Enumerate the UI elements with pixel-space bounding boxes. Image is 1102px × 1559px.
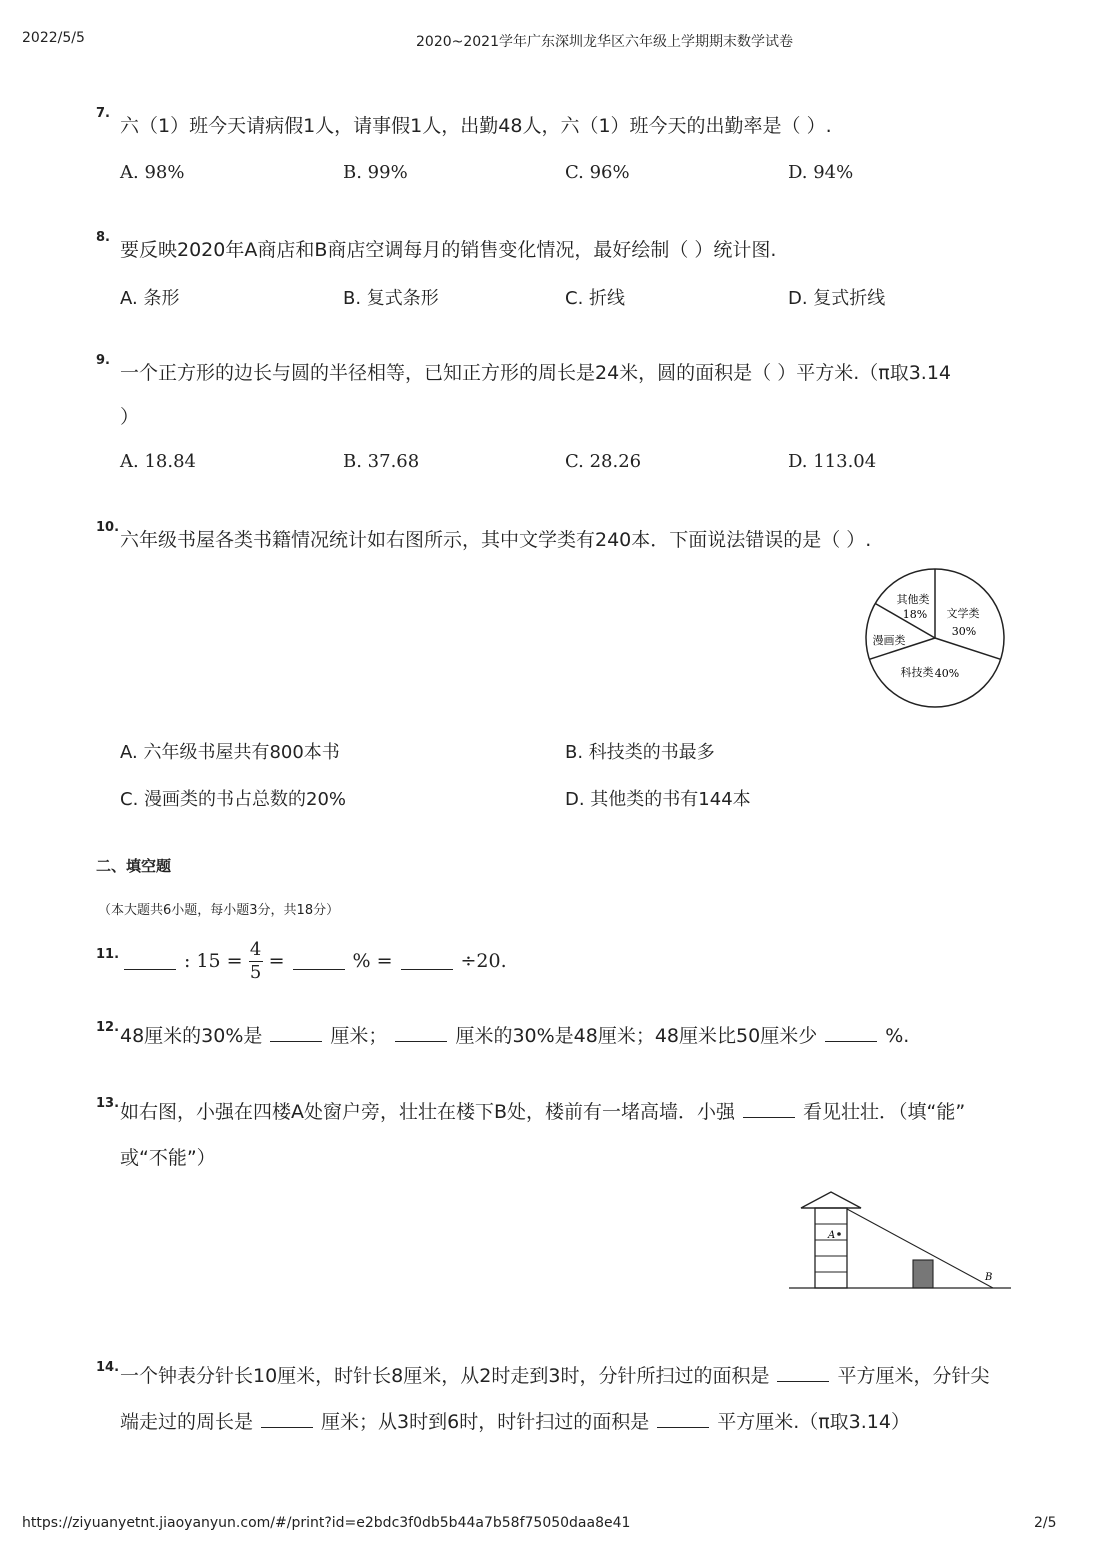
- question-number: 7.: [96, 106, 110, 121]
- label-b: B: [985, 1272, 993, 1283]
- option-d: D. 其他类的书有144本: [565, 789, 751, 810]
- point-a: [837, 1232, 841, 1236]
- answer-blank[interactable]: [261, 1411, 313, 1428]
- building-diagram: [785, 1188, 1015, 1294]
- option-d: D. 94%: [788, 162, 854, 183]
- answer-blank[interactable]: [657, 1411, 709, 1428]
- question-number: 10.: [96, 520, 120, 535]
- answer-blank[interactable]: [395, 1025, 447, 1042]
- pie-label-lit-pct: 30%: [951, 625, 977, 638]
- question-number: 9.: [96, 353, 110, 368]
- building: [815, 1208, 847, 1288]
- option-c: C. 28.26: [565, 451, 642, 472]
- question-text-cont: 或“不能”）: [120, 1147, 216, 1169]
- expr-part: ÷20.: [460, 950, 507, 972]
- expr-part: =: [268, 950, 285, 972]
- section-note: （本大题共6小题，每小题3分，共18分）: [98, 903, 340, 918]
- expr-part: : 15 =: [184, 950, 243, 972]
- footer-url[interactable]: https://ziyuanyetnt.jiaoyanyun.com/#/print?id=e2bdc3f0db5b44a7b58f75050daa8e41: [22, 1515, 631, 1531]
- option-b: B. 37.68: [343, 451, 420, 472]
- question-text-cont: ）: [120, 406, 140, 428]
- text-part: 看见壮壮．（填“能”: [803, 1101, 966, 1123]
- roof: [801, 1192, 861, 1208]
- wall: [913, 1260, 933, 1288]
- question-number: 8.: [96, 230, 110, 245]
- pie-label-other: 其他类: [896, 593, 930, 606]
- text-part: 厘米；从3时到6时，时针扫过的面积是: [321, 1411, 650, 1433]
- answer-blank[interactable]: [124, 953, 176, 970]
- option-a: A. 98%: [120, 162, 185, 183]
- text-part: 厘米的30%是48厘米；48厘米比50厘米少: [455, 1025, 818, 1047]
- option-a: A. 18.84: [120, 451, 196, 472]
- question-number: 13.: [96, 1096, 120, 1111]
- option-a: A. 条形: [120, 288, 180, 309]
- text-part: 一个钟表分针长10厘米，时针长8厘米，从2时走到3时，分针所扫过的面积是: [120, 1365, 770, 1387]
- pie-label-comic: 漫画类: [872, 634, 906, 647]
- header-title: 2020~2021学年广东深圳龙华区六年级上学期期末数学试卷: [416, 34, 793, 50]
- question-text: 六年级书屋各类书籍情况统计如右图所示，其中文学类有240本．下面说法错误的是（ ）.: [120, 529, 872, 551]
- text-part: 如右图，小强在四楼A处窗户旁，壮壮在楼下B处，楼前有一堵高墙．小强: [120, 1101, 736, 1123]
- fraction: [249, 939, 263, 984]
- answer-blank[interactable]: [401, 953, 453, 970]
- question-text: 六（1）班今天请病假1人，请事假1人，出勤48人，六（1）班今天的出勤率是（ ）.: [120, 115, 832, 137]
- text-part: 平方厘米，分针尖: [837, 1365, 990, 1387]
- text-part: 48厘米的30%是: [120, 1025, 263, 1047]
- pie-label-lit: 文学类: [946, 607, 980, 620]
- option-a: A. 六年级书屋共有800本书: [120, 742, 340, 763]
- option-b: B. 科技类的书最多: [565, 742, 715, 763]
- question-text: 要反映2020年A商店和B商店空调每月的销售变化情况，最好绘制（ ）统计图.: [120, 239, 777, 261]
- option-c: C. 漫画类的书占总数的20%: [120, 789, 347, 810]
- question-text: [120, 1090, 965, 1134]
- pie-divider-right: [935, 638, 1001, 659]
- header-date: 2022/5/5: [22, 30, 85, 46]
- question-text: [120, 1014, 909, 1058]
- section-title: 二、填空题: [96, 857, 172, 875]
- pie-chart: [860, 565, 1010, 711]
- answer-blank[interactable]: [777, 1365, 829, 1382]
- pie-label-tech-pct: 40%: [934, 667, 960, 680]
- label-a: A: [828, 1230, 836, 1241]
- expr-part: % =: [352, 950, 393, 972]
- question-number: 14.: [96, 1360, 120, 1375]
- option-d: D. 113.04: [788, 451, 877, 472]
- pie-label-tech: 科技类: [900, 666, 934, 679]
- question-text: [120, 1354, 989, 1398]
- question-number: 12.: [96, 1020, 120, 1035]
- question-text: 一个正方形的边长与圆的半径相等，已知正方形的周长是24米，圆的面积是（ ）平方米.（π取3.14: [120, 362, 952, 384]
- text-part: 厘米；: [330, 1025, 388, 1047]
- answer-blank[interactable]: [293, 953, 345, 970]
- option-b: B. 复式条形: [343, 288, 439, 309]
- numerator: 4: [249, 938, 262, 960]
- text-part: 端走过的周长是: [120, 1411, 254, 1433]
- question-number: 11.: [96, 947, 120, 962]
- footer-page: 2/5: [1034, 1515, 1057, 1531]
- text-part: %.: [885, 1025, 910, 1047]
- answer-blank[interactable]: [825, 1025, 877, 1042]
- denominator: 5: [249, 961, 262, 983]
- question-text-cont: [120, 1400, 910, 1444]
- option-d: D. 复式折线: [788, 288, 886, 309]
- pie-label-other-pct: 18%: [902, 608, 928, 621]
- option-c: C. 96%: [565, 162, 630, 183]
- answer-blank[interactable]: [743, 1101, 795, 1118]
- option-c: C. 折线: [565, 288, 626, 309]
- text-part: 平方厘米.（π取3.14）: [717, 1411, 910, 1433]
- option-b: B. 99%: [343, 162, 408, 183]
- ratio-expression: [124, 939, 507, 983]
- answer-blank[interactable]: [270, 1025, 322, 1042]
